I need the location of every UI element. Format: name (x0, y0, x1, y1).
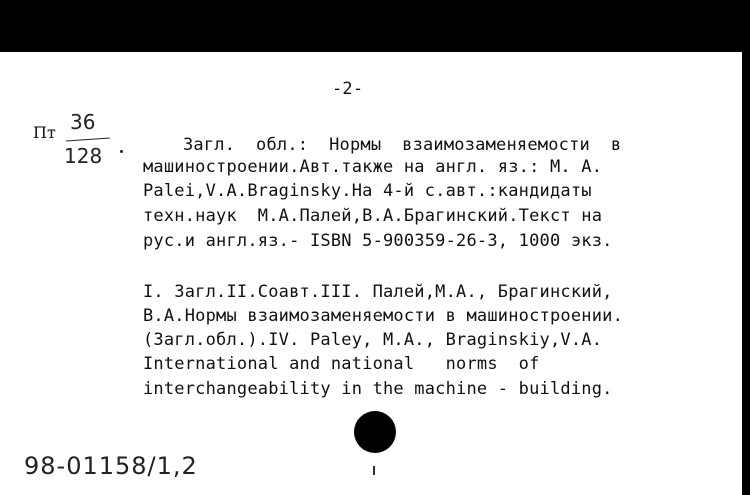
index-line: В.А.Нормы взаимозаменяемости в машиностроении. (143, 306, 624, 326)
description-line: рус.и англ.яз.- ISBN 5-900359-26-3, 1000 экз. (143, 231, 613, 251)
shelf-mark-fraction-line (66, 137, 110, 141)
pen-mark (120, 150, 123, 153)
index-line: (Загл.обл.).IV. Paley, M.A., Braginskiy,V.A. (143, 330, 603, 350)
index-line: International and national norms of (143, 354, 540, 374)
shelf-mark-prefix: Пт (33, 123, 56, 142)
scan-border-top (0, 0, 750, 52)
punch-hole (354, 411, 396, 453)
index-line: I. Загл.II.Соавт.III. Палей,М.А., Брагинский, (143, 282, 613, 302)
index-line: interchangeability in the machine - building. (143, 379, 613, 399)
pen-mark (373, 466, 375, 475)
description-line: машиностроении.Авт.также на англ. яз.: М. А. (143, 157, 603, 177)
description-line: Palei,V.A.Braginsky.На 4-й с.авт.:кандидаты (143, 181, 592, 201)
description-line: техн.наук М.А.Палей,В.А.Брагинский.Текст на (143, 206, 603, 226)
description-line: Загл. обл.: Нормы взаимозаменяемости в (183, 135, 622, 155)
page-number: -2- (332, 79, 364, 99)
shelf-mark-numerator: 36 (70, 110, 96, 134)
accession-number: 98-01158/1,2 (24, 452, 198, 480)
scan-border-right (742, 0, 750, 495)
shelf-mark-denominator: 128 (64, 144, 103, 168)
